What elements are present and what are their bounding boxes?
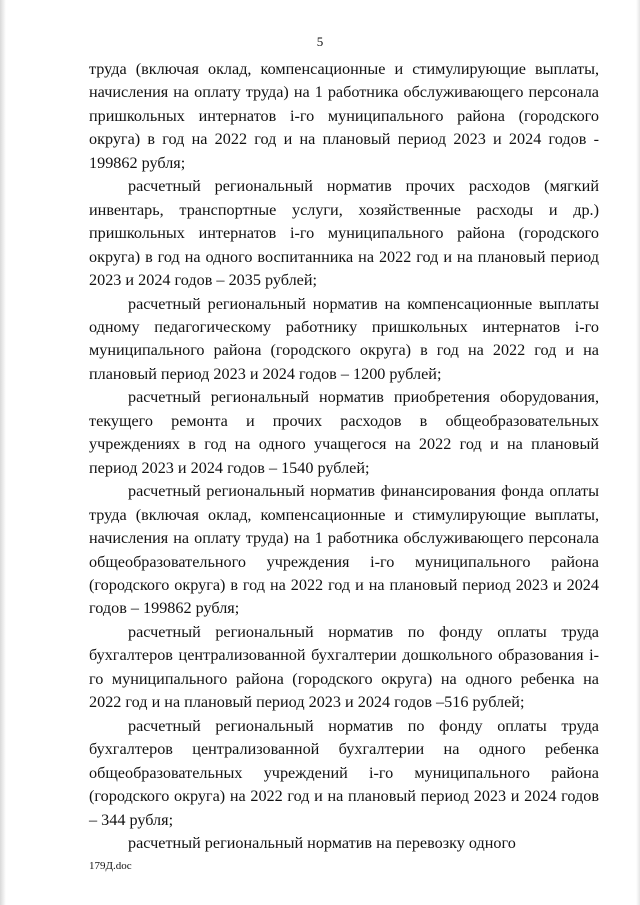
paragraph-equipment-norm: расчетный региональный норматив приобретения оборудования, текущего ремонта и прочих расходов в общеобразовательных учреждениях в год на одного учащегося на 2022 год и на плановый период 2023 и 2024 годов – 1540 рублей; — [89, 388, 599, 477]
paragraph-continuation: труда (включая оклад, компенсационные и стимулирующие выплаты, начисления на оплату труда) на 1 работника обслуживающего персонала пришкольных интернатов i-го муниципального района (городского округа) в год на 2022 год и на плановый период 2023 и 2024 годов - 199862 рубля; — [89, 60, 599, 172]
scan-edge-left — [0, 0, 6, 905]
paragraph-payroll-norm: расчетный региональный норматив финансирования фонда оплаты труда (включая оклад, компенсационные и стимулирующие выплаты, начисления на оплату труда) на 1 работника обслуживающего персонала общеобразовательного учреждения i-го муниципального района (городского округа) в год на 2022 год и на плановый период 2023 и 2024 годов – 199862 рубля; — [89, 482, 599, 618]
document-body — [89, 58, 599, 855]
paragraph-transport-norm: расчетный региональный норматив на перевозку одного — [128, 833, 516, 852]
page-number: 5 — [316, 34, 324, 49]
scan-edge-right — [636, 0, 640, 905]
paragraph-school-accounting-norm: расчетный региональный норматив по фонду оплаты труда бухгалтеров централизованной бухгалтерии на одного ребенка общеобразовательных учреждений i-го муниципального района (городского округа) на 2022 год и на плановый период 2023 и 2024 годов – 344 рубля; — [89, 716, 599, 829]
paragraph-compensation-norm: расчетный региональный норматив на компенсационные выплаты одному педагогическому работнику пришкольных интернатов i-го муниципального района (городского округа) в год на 2022 год и на плановый период 2023 и 2024 годов – 1200 рублей; — [89, 294, 599, 383]
footer-file-reference: 179Д.doc — [89, 860, 132, 872]
paragraph-other-expenses-norm: расчетный региональный норматив прочих расходов (мягкий инвентарь, транспортные услуги, хозяйственные расходы и др.) пришкольных интернатов i-го муниципального района (городского округа) в год на одного воспитанника на 2022 год и на плановый период 2023 и 2024 годов – 2035 рублей; — [89, 177, 599, 290]
paragraph-preschool-accounting-norm: расчетный региональный норматив по фонду оплаты труда бухгалтеров централизованной бухгалтерии дошкольного образования i-го муниципального района (городского округа) на одного ребенка на 2022 год и на плановый период 2023 и 2024 годов –516 рублей; — [89, 622, 599, 712]
